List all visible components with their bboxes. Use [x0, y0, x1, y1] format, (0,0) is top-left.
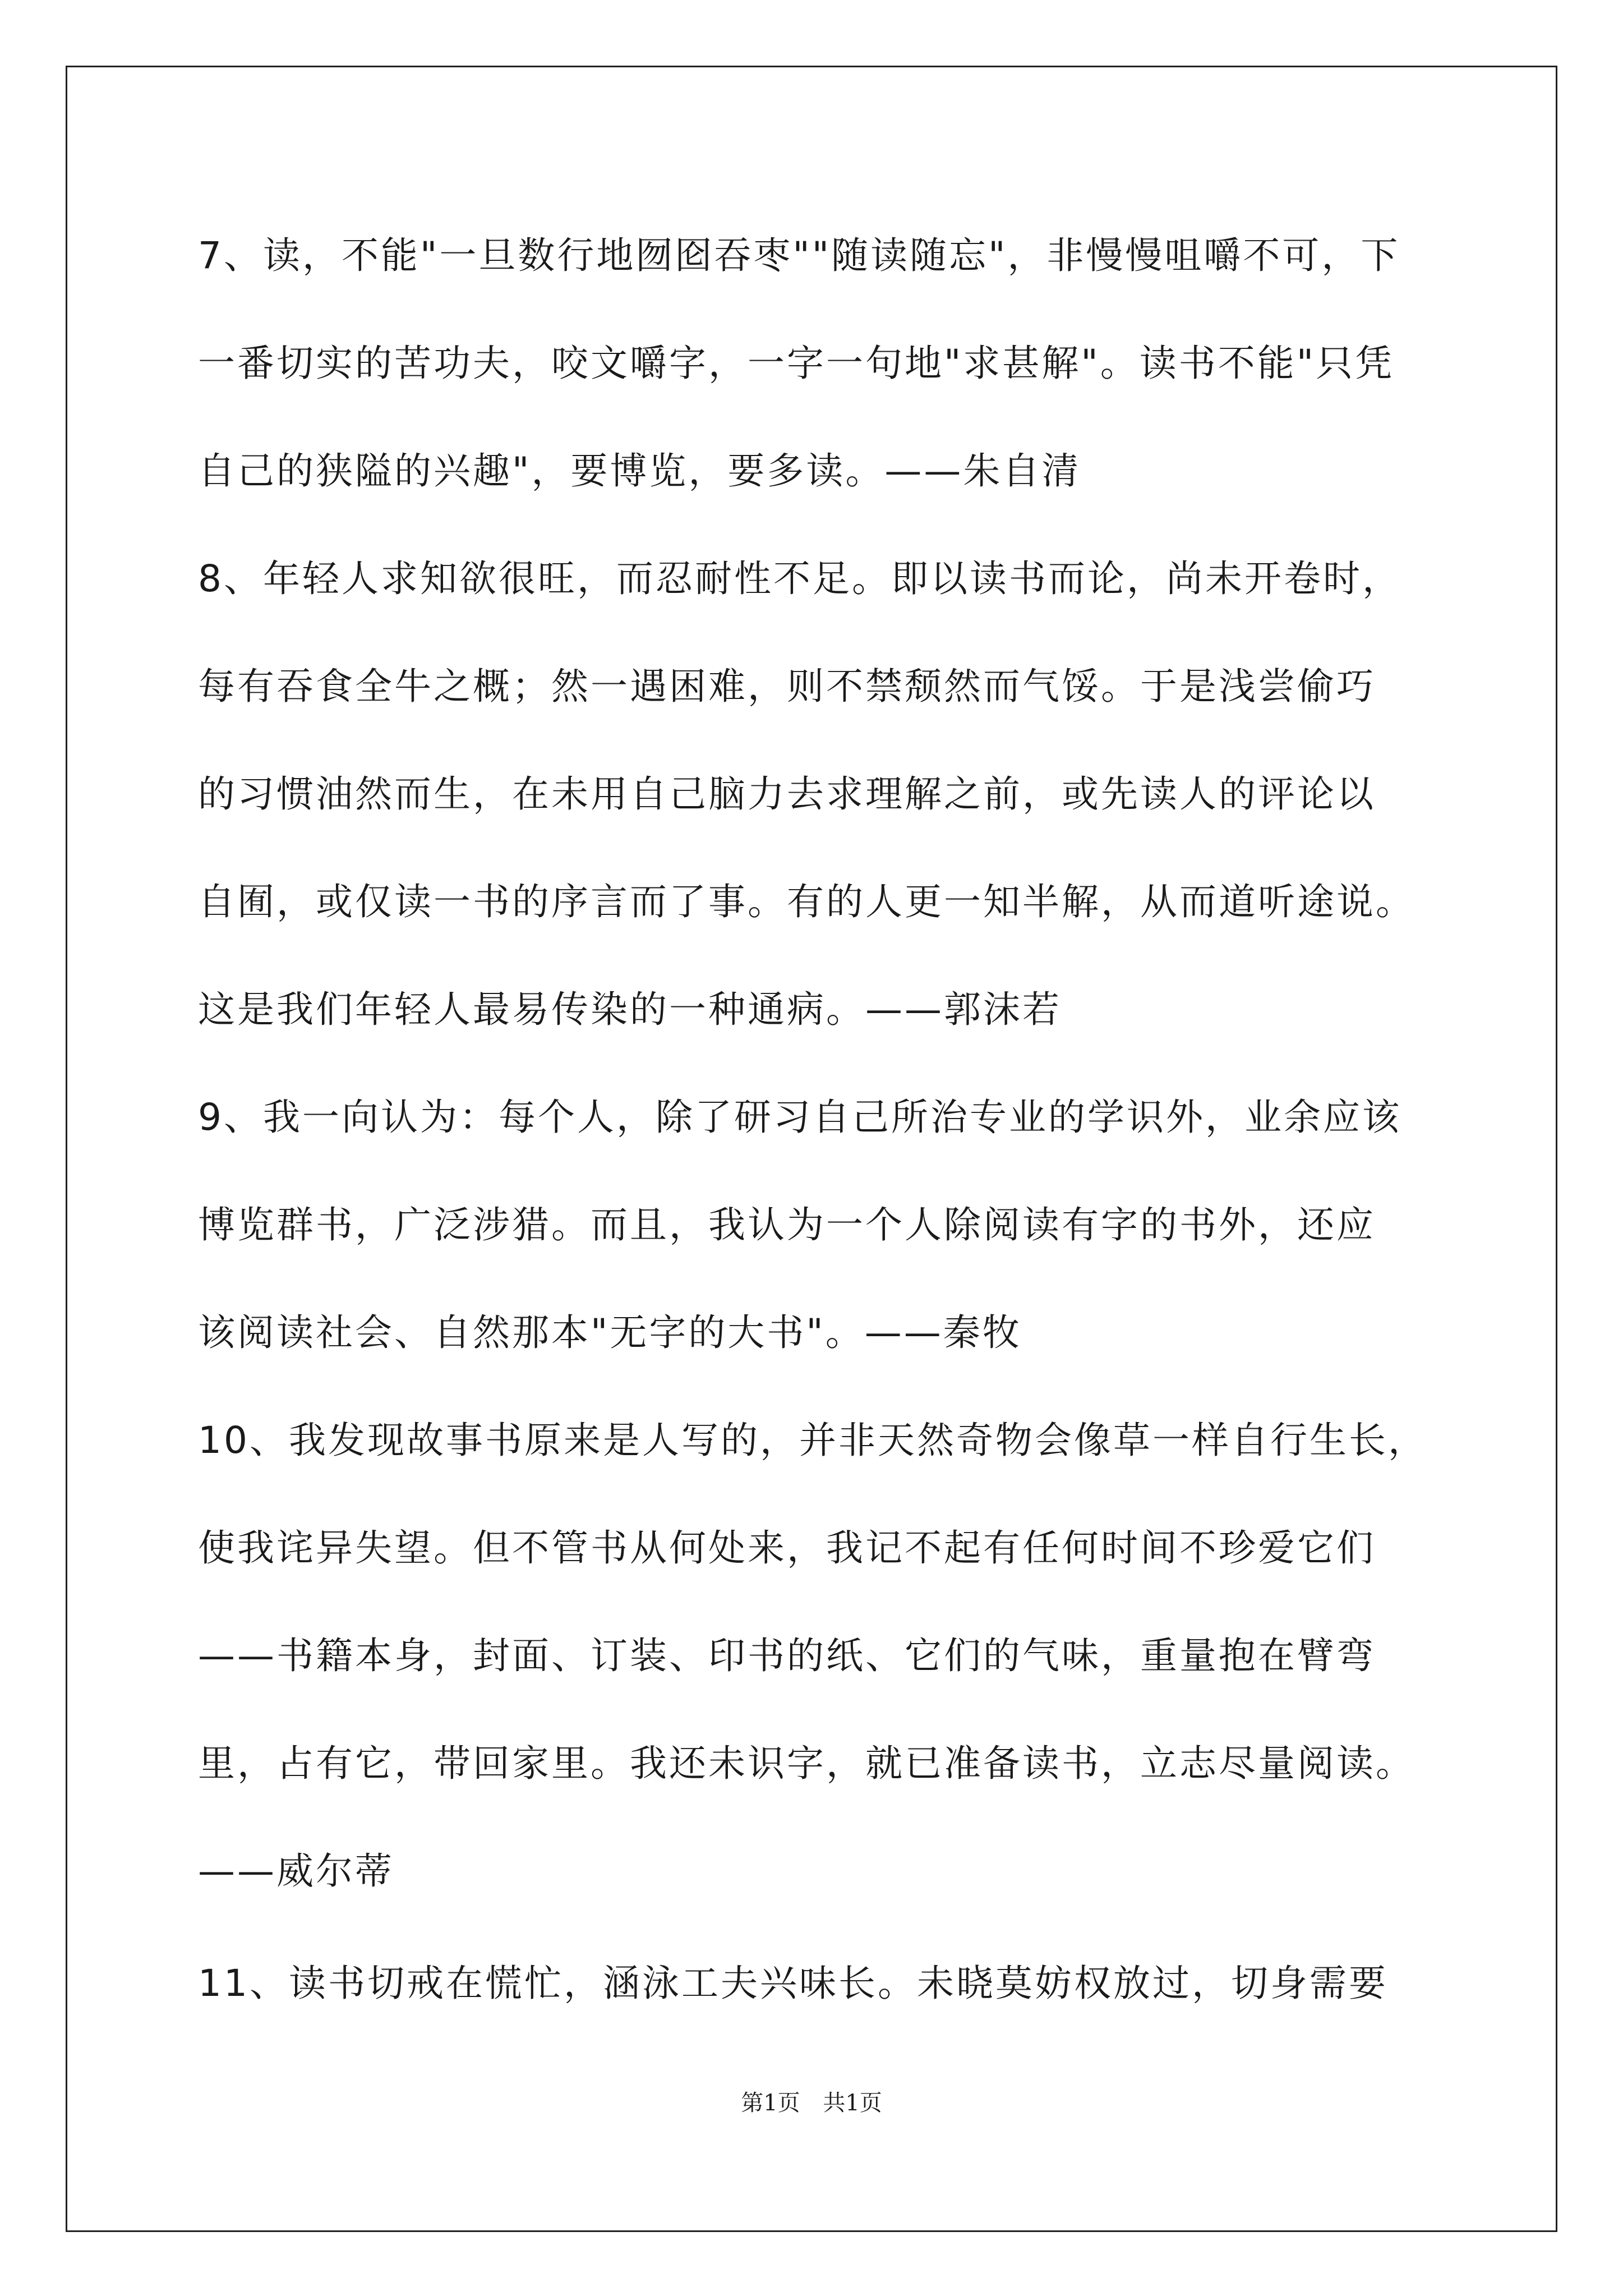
page-footer — [0, 2085, 1623, 2117]
text-line: 7、读，不能"一旦数行地囫囵吞枣""随读随忘"，非慢慢咀嚼不可，下 — [198, 234, 1400, 277]
text-line: 的习惯油然而生，在未用自己脑力去求理解之前，或先读人的评论以 — [198, 772, 1376, 816]
text-line: ——威尔蒂 — [198, 1849, 394, 1893]
text-line: 8、年轻人求知欲很旺，而忍耐性不足。即以读书而论，尚未开卷时， — [198, 557, 1401, 600]
text-line: 里，占有它，带回家里。我还未识字，就已准备读书，立志尽量阅读。 — [198, 1742, 1415, 1785]
text-line: 使我诧异失望。但不管书从何处来，我记不起有任何时间不珍爱它们 — [198, 1526, 1376, 1570]
text-line: 自己的狭隘的兴趣"，要博览，要多读。——朱自清 — [198, 449, 1081, 493]
text-line: 博览群书，广泛涉猎。而且，我认为一个人除阅读有字的书外，还应 — [198, 1203, 1376, 1246]
document-body — [198, 202, 1443, 2037]
text-line: 9、我一向认为：每个人，除了研习自己所治专业的学识外，业余应该 — [198, 1096, 1401, 1139]
text-line: 10、我发现故事书原来是人写的，并非天然奇物会像草一样自行生长， — [198, 1419, 1427, 1462]
text-line: 这是我们年轻人最易传染的一种通病。——郭沫若 — [198, 988, 1062, 1031]
text-line: ——书籍本身，封面、订装、印书的纸、它们的气味，重量抱在臂弯 — [198, 1634, 1376, 1677]
text-line: 每有吞食全牛之概；然一遇困难，则不禁颓然而气馁。于是浅尝偷巧 — [198, 665, 1376, 708]
text-line: 11、读书切戒在慌忙，涵泳工夫兴味长。未晓莫妨权放过，切身需要 — [198, 1962, 1388, 2005]
text-line: 一番切实的苦功夫，咬文嚼字，一字一句地"求甚解"。读书不能"只凭 — [198, 342, 1395, 385]
text-line: 自囿，或仅读一书的序言而了事。有的人更一知半解，从而道听途说。 — [198, 880, 1415, 923]
text-line: 该阅读社会、自然那本"无字的大书"。——秦牧 — [198, 1311, 1022, 1354]
page-number: 第1页 — [741, 2090, 800, 2116]
page-total: 共1页 — [823, 2090, 882, 2116]
